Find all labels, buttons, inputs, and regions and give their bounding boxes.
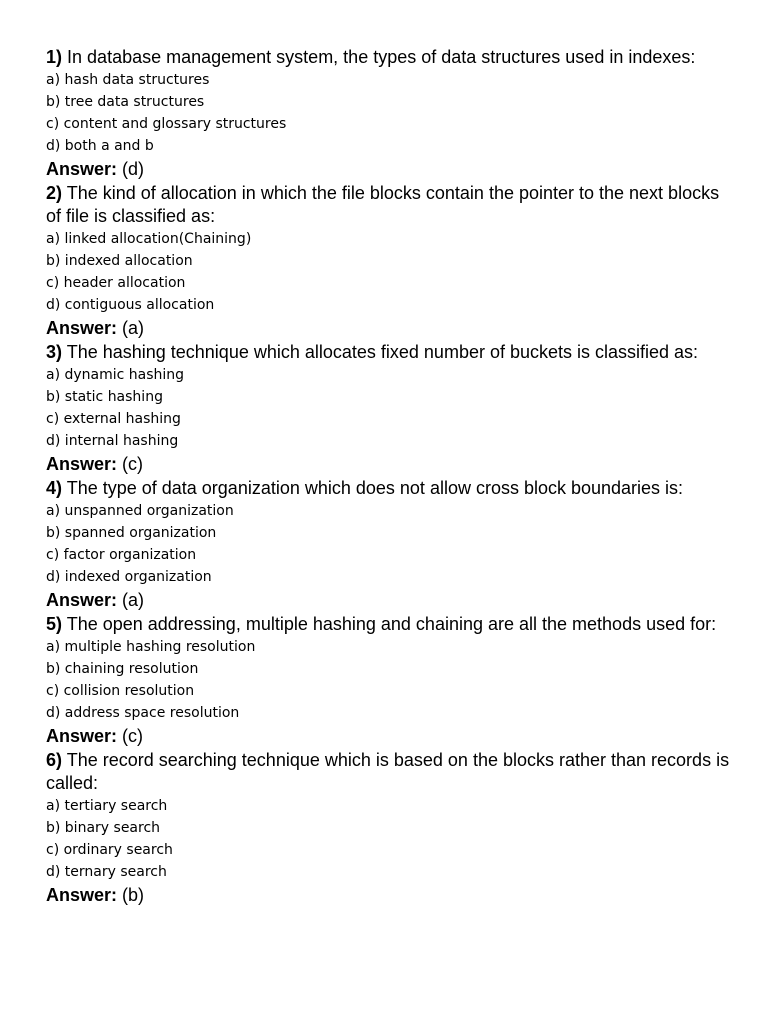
option-b: b) tree data structures <box>46 94 205 110</box>
question-text <box>46 613 736 636</box>
answer-line <box>46 316 736 340</box>
question-5 <box>46 613 736 748</box>
answer-value: (b) <box>122 885 145 905</box>
question-number: 5) <box>46 614 63 634</box>
question-text <box>46 182 736 228</box>
option-a: a) hash data structures <box>46 72 210 88</box>
answer-value: (d) <box>122 159 145 179</box>
answer-label: Answer: <box>46 454 118 474</box>
quiz-page <box>46 46 736 908</box>
option-c: c) ordinary search <box>46 842 173 858</box>
question-body: The open addressing, multiple hashing and chaining are all the methods used for: <box>66 614 717 634</box>
answer-label: Answer: <box>46 726 118 746</box>
answer-label: Answer: <box>46 159 118 179</box>
option-b: b) spanned organization <box>46 525 217 541</box>
option-b: b) chaining resolution <box>46 661 199 677</box>
option-b: b) indexed allocation <box>46 253 193 269</box>
question-2 <box>46 182 736 340</box>
answer-value: (a) <box>122 318 145 338</box>
option-d: d) internal hashing <box>46 433 179 449</box>
question-text <box>46 749 736 795</box>
answer-label: Answer: <box>46 590 118 610</box>
question-number: 1) <box>46 47 63 67</box>
question-1 <box>46 46 736 181</box>
question-number: 6) <box>46 750 63 770</box>
option-a: a) multiple hashing resolution <box>46 639 256 655</box>
option-b: b) binary search <box>46 820 161 836</box>
option-c: c) collision resolution <box>46 683 195 699</box>
option-d: d) address space resolution <box>46 705 240 721</box>
question-text <box>46 477 736 500</box>
option-d: d) contiguous allocation <box>46 297 215 313</box>
answer-line <box>46 157 736 181</box>
question-body: The kind of allocation in which the file blocks contain the pointer to the next blocks of file is classified as: <box>46 183 720 226</box>
question-3 <box>46 341 736 476</box>
option-a: a) linked allocation(Chaining) <box>46 231 252 247</box>
answer-value: (c) <box>122 726 144 746</box>
question-body: The hashing technique which allocates fixed number of buckets is classified as: <box>66 342 699 362</box>
option-d: d) indexed organization <box>46 569 212 585</box>
question-body: The record searching technique which is based on the blocks rather than records is called: <box>46 750 730 793</box>
question-number: 3) <box>46 342 63 362</box>
option-a: a) tertiary search <box>46 798 168 814</box>
option-a: a) unspanned organization <box>46 503 234 519</box>
answer-value: (c) <box>122 454 144 474</box>
question-body: The type of data organization which does not allow cross block boundaries is: <box>66 478 684 498</box>
question-number: 4) <box>46 478 63 498</box>
option-c: c) factor organization <box>46 547 197 563</box>
option-d: d) ternary search <box>46 864 167 880</box>
option-d: d) both a and b <box>46 138 154 154</box>
answer-line <box>46 588 736 612</box>
option-c: c) external hashing <box>46 411 181 427</box>
option-c: c) content and glossary structures <box>46 116 287 132</box>
answer-label: Answer: <box>46 885 118 905</box>
answer-line <box>46 452 736 476</box>
question-text <box>46 341 736 364</box>
question-body: In database management system, the types of data structures used in indexes: <box>67 47 696 67</box>
answer-line <box>46 724 736 748</box>
option-b: b) static hashing <box>46 389 163 405</box>
option-a: a) dynamic hashing <box>46 367 185 383</box>
question-number: 2) <box>46 183 63 203</box>
question-text <box>46 46 736 69</box>
answer-label: Answer: <box>46 318 118 338</box>
answer-value: (a) <box>122 590 145 610</box>
question-6 <box>46 749 736 907</box>
question-4 <box>46 477 736 612</box>
option-c: c) header allocation <box>46 275 186 291</box>
answer-line <box>46 883 736 907</box>
